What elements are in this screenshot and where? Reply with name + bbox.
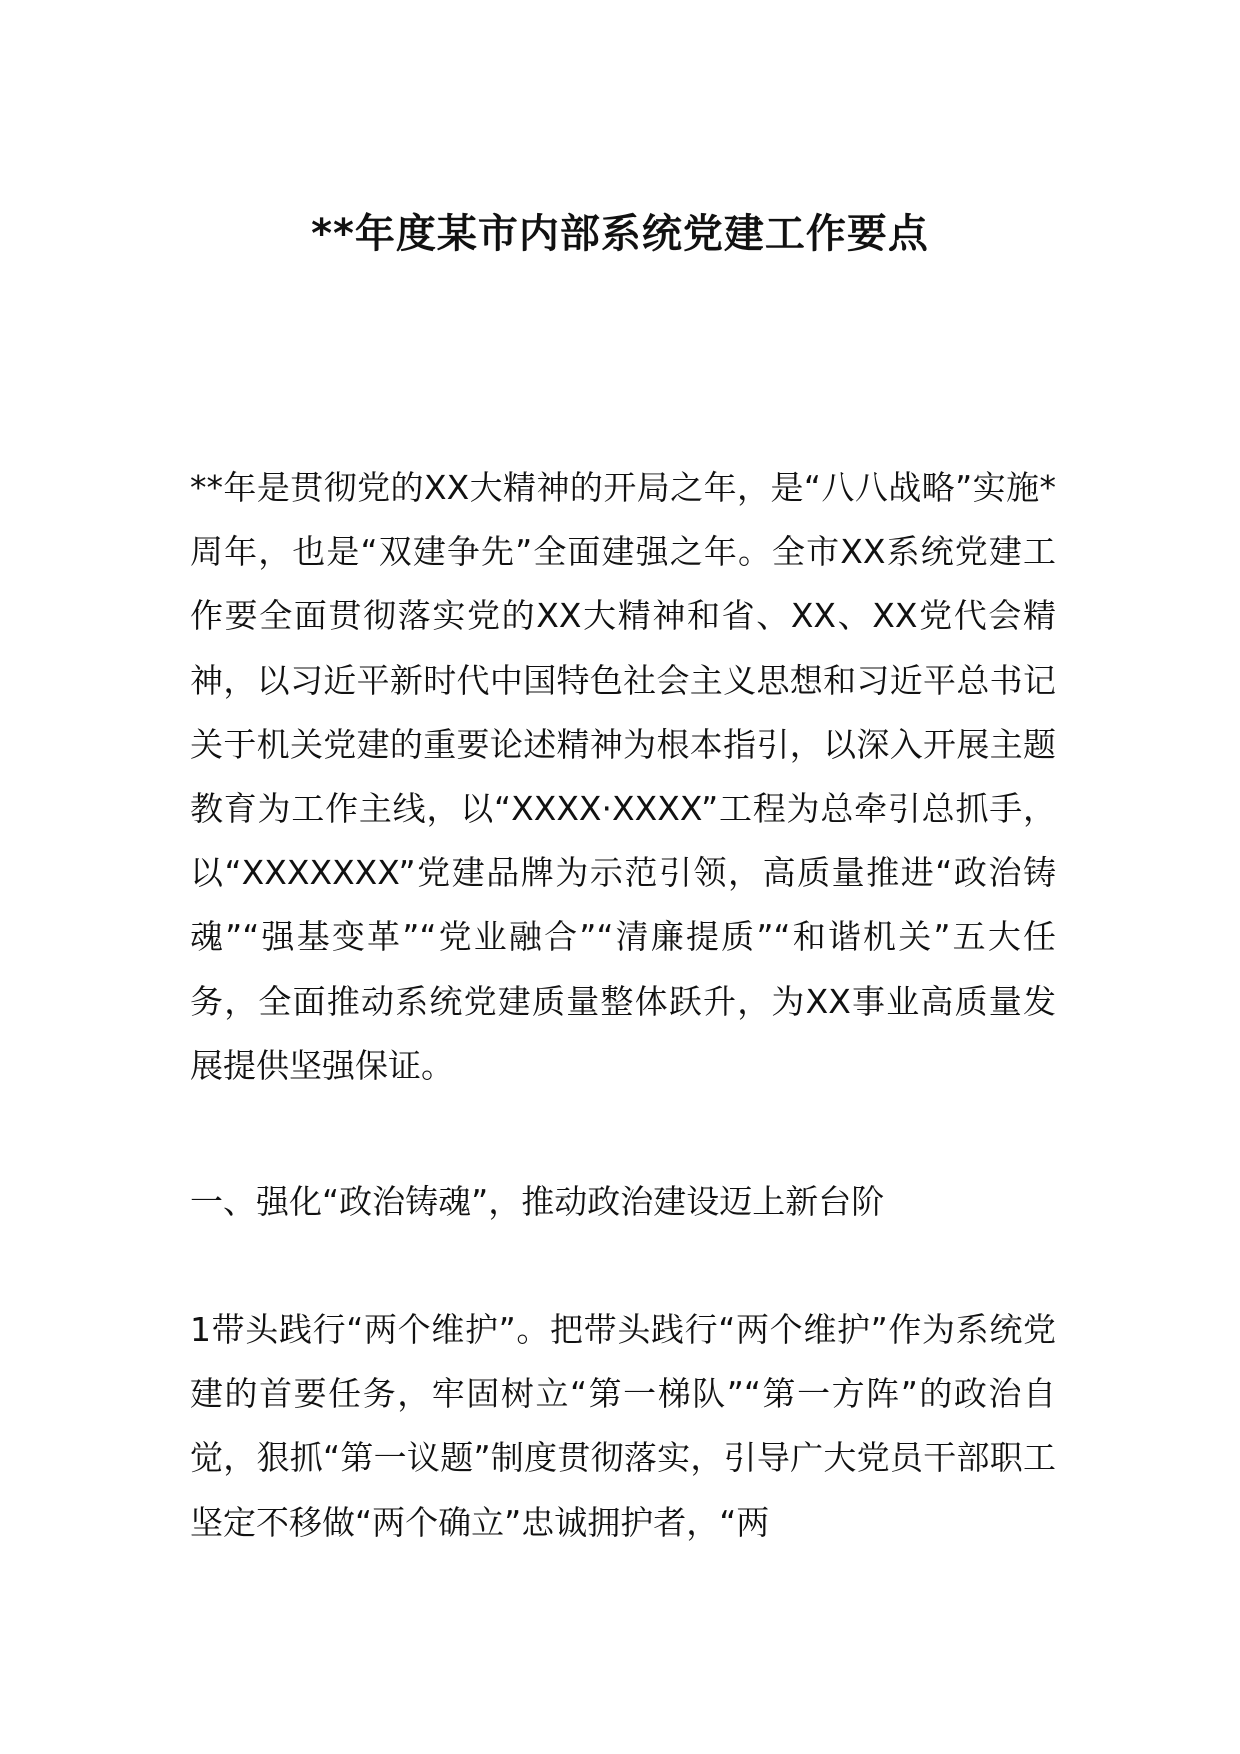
section-heading: 一、强化“政治铸魂”，推动政治建设迈上新台阶 — [190, 1182, 885, 1221]
section-item-paragraph: 1带头践行“两个维护”。把带头践行“两个维护”作为系统党建的首要任务，牢固树立“第一梯队”“第一方阵”的政治自觉，狠抓“第一议题”制度贯彻落实，引导广大党员干部职工坚定不移做“两个确立”忠诚拥护者，“两 — [190, 1310, 1056, 1542]
document-title: **年度某市内部系统党建工作要点 — [311, 211, 929, 257]
intro-paragraph: **年是贯彻党的XX大精神的开局之年，是“八八战略”实施*周年，也是“双建争先”全面建强之年。全市XX系统党建工作要全面贯彻落实党的XX大精神和省、XX、XX党代会精神，以习近平新时代中国特色社会主义思想和习近平总书记关于机关党建的重要论述精神为根本指引，以深入开展主题教育为工作主线，以“XXXX·XXXX”工程为总牵引总抓手，以“XXXXXXX”党建品牌为示范引领，高质量推进“政治铸魂”“强基变革”“党业融合”“清廉提质”“和谐机关”五大任务，全面推动系统党建质量整体跃升，为XX事业高质量发展提供坚强保证。 — [190, 468, 1056, 1085]
